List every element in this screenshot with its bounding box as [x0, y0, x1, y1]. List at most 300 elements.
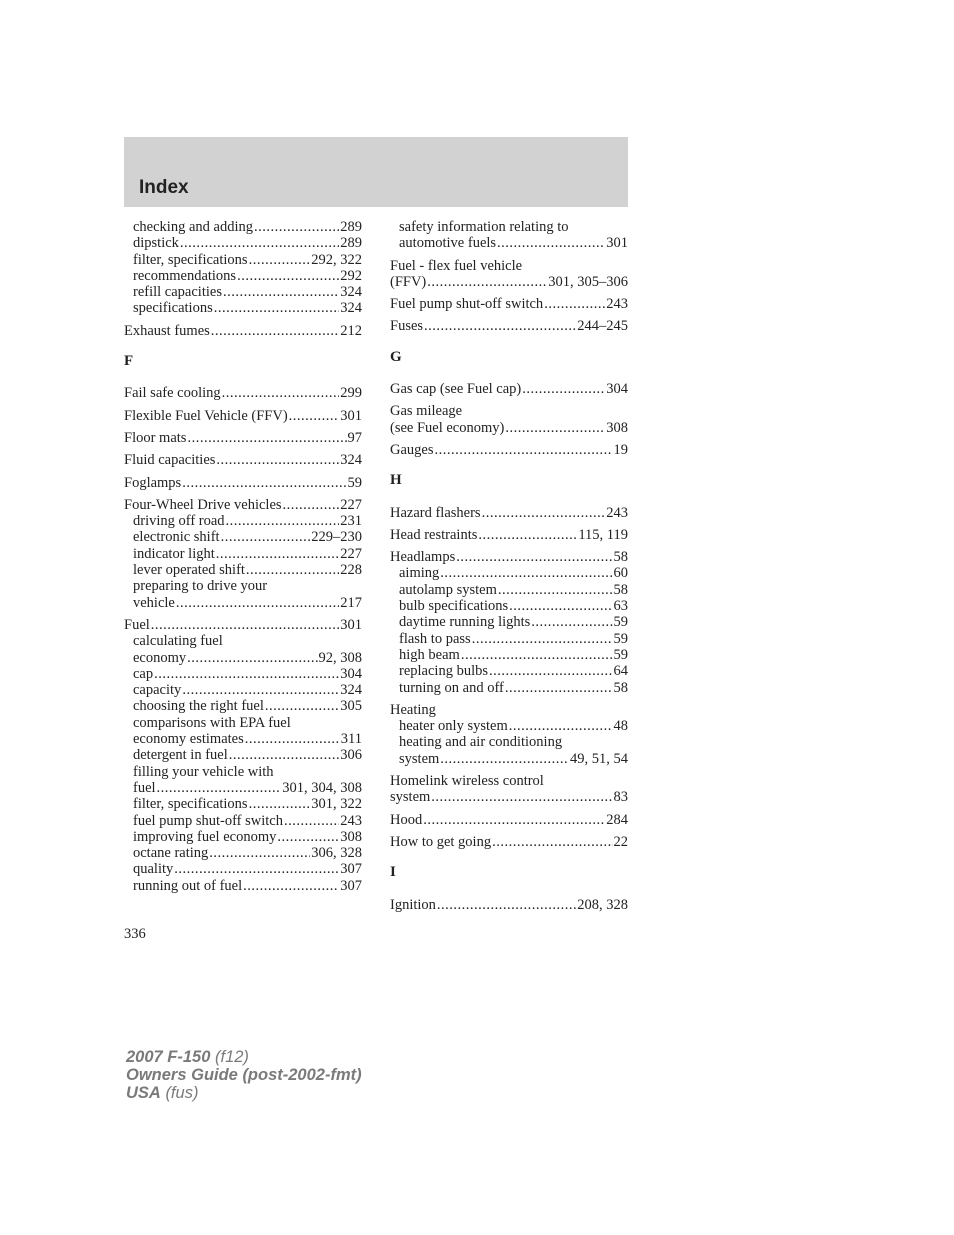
index-subentry: [124, 796, 362, 812]
index-subentry: [390, 582, 628, 598]
entry-term: choosing the right fuel: [133, 698, 264, 715]
index-subentry: [124, 666, 362, 682]
entry-term: daytime running lights: [399, 614, 531, 631]
dot-leader: [289, 408, 340, 424]
entry-term: quality: [133, 861, 174, 878]
entry-term: fuel pump shut-off switch: [133, 812, 283, 829]
entry-term: vehicle: [133, 594, 175, 611]
entry-row: [133, 300, 362, 316]
dot-leader: [437, 897, 576, 913]
entry-row: [133, 513, 362, 529]
entry-page-ref: 60: [613, 565, 628, 582]
dot-leader: [509, 718, 613, 734]
entry-row: [133, 595, 362, 611]
entry-page-ref: 97: [347, 429, 362, 446]
entry-row: [390, 527, 628, 543]
index-subentry: [124, 219, 362, 235]
entry-row: [133, 747, 362, 763]
index-entry: [390, 897, 628, 913]
index-subentry: [124, 578, 362, 611]
entry-row: [399, 631, 628, 647]
entry-page-ref: 244–245: [577, 318, 628, 335]
index-entry: [390, 773, 628, 806]
entry-row: [399, 614, 628, 630]
dot-leader: [531, 614, 612, 630]
footer-market: USA: [126, 1084, 161, 1102]
footer-line-2: [126, 1066, 362, 1084]
entry-page-ref: 299: [340, 385, 362, 402]
dot-leader: [216, 452, 339, 468]
entry-row: [133, 252, 362, 268]
index-entry: [124, 497, 362, 513]
entry-page-ref: 59: [347, 474, 362, 491]
entry-page-ref: 243: [340, 812, 362, 829]
entry-row: [124, 408, 362, 424]
entry-term: high beam: [399, 646, 460, 663]
entry-page-ref: 115, 119: [578, 526, 628, 543]
index-column-right: [390, 219, 628, 913]
entry-term: How to get going: [390, 833, 492, 850]
entry-term: heater only system: [399, 718, 508, 735]
index-entry: [124, 475, 362, 491]
index-subentry: [124, 747, 362, 763]
entry-row: [399, 598, 628, 614]
dot-leader: [151, 617, 339, 633]
entry-term: (see Fuel economy): [390, 419, 505, 436]
index-subentry: [390, 631, 628, 647]
dot-leader: [187, 650, 317, 666]
entry-row: [133, 813, 362, 829]
dot-leader: [509, 598, 612, 614]
entry-term: filter, specifications: [133, 796, 248, 813]
entry-term: driving off road: [133, 513, 225, 530]
entry-term: replacing bulbs: [399, 663, 488, 680]
entry-row: [133, 845, 362, 861]
entry-page-ref: 58: [613, 581, 628, 598]
entry-row: [133, 780, 362, 796]
entry-row: [133, 698, 362, 714]
dot-leader: [498, 582, 613, 598]
entry-term: Ignition: [390, 896, 436, 913]
entry-page-ref: 284: [606, 811, 628, 828]
dot-leader: [209, 845, 310, 861]
index-subentry: [390, 680, 628, 696]
entry-row: [124, 323, 362, 339]
dot-leader: [482, 505, 606, 521]
dot-leader: [427, 274, 547, 290]
index-subentry: [124, 829, 362, 845]
index-subentry: [124, 698, 362, 714]
entry-page-ref: 324: [340, 300, 362, 317]
entry-term: fuel: [133, 779, 156, 796]
index-letter-heading: G: [390, 348, 402, 365]
entry-page-ref: 229–230: [311, 529, 362, 546]
entry-row: [390, 381, 628, 397]
index-entry: [390, 403, 628, 436]
index-entry: [390, 527, 628, 543]
dot-leader: [440, 565, 612, 581]
entry-term: Heating: [390, 701, 436, 718]
entry-term: checking and adding: [133, 219, 253, 235]
entry-text-line: Fuel - flex fuel vehicle: [390, 257, 523, 274]
entry-page-ref: 308: [606, 419, 628, 436]
entry-term: capacity: [133, 682, 182, 699]
dot-leader: [492, 834, 612, 850]
dot-leader: [544, 296, 605, 312]
entry-page-ref: 243: [606, 296, 628, 313]
dot-leader: [154, 666, 339, 682]
entry-text-line: safety information relating to: [399, 219, 569, 235]
entry-row: [133, 666, 362, 682]
entry-term: Floor mats: [124, 429, 187, 446]
entry-page-ref: 227: [340, 545, 362, 562]
dot-leader: [249, 252, 311, 268]
entry-term: system: [399, 750, 440, 767]
entry-page-ref: 301, 304, 308: [282, 779, 362, 796]
index-subentry: [124, 268, 362, 284]
entry-page-ref: 217: [340, 594, 362, 611]
entry-term: octane rating: [133, 845, 209, 862]
dot-leader: [265, 698, 339, 714]
entry-term: Hazard flashers: [390, 504, 481, 521]
index-subentry: [124, 813, 362, 829]
entry-row: [133, 682, 362, 698]
entry-term: electronic shift: [133, 529, 220, 546]
index-column-left: [124, 219, 362, 894]
entry-page-ref: 228: [340, 562, 362, 579]
entry-term: (FFV): [390, 273, 427, 290]
index-letter-heading: F: [124, 353, 134, 370]
entry-term: flash to pass: [399, 630, 471, 647]
dot-leader: [182, 682, 339, 698]
section-header-bar: [124, 137, 628, 207]
entry-page-ref: 306: [340, 747, 362, 764]
index-entry: [124, 408, 362, 424]
dot-leader: [243, 878, 339, 894]
index-subentry: [390, 734, 628, 767]
footer-line-3: [126, 1084, 362, 1102]
entry-page-ref: 308: [340, 828, 362, 845]
index-entry: [390, 318, 628, 334]
footer-model: 2007 F-150: [126, 1048, 211, 1066]
entry-row: [133, 796, 362, 812]
dot-leader: [424, 318, 576, 334]
entry-page-ref: 58: [613, 549, 628, 566]
entry-page-ref: 49, 51, 54: [570, 750, 628, 767]
entry-row: [390, 789, 628, 805]
entry-term: lever operated shift: [133, 562, 245, 579]
entry-page-ref: 301, 322: [311, 796, 362, 813]
dot-leader: [237, 268, 339, 284]
entry-row: [399, 565, 628, 581]
entry-row: [133, 829, 362, 845]
index-subentry: [124, 284, 362, 300]
entry-term: indicator light: [133, 545, 215, 562]
dot-leader: [478, 527, 577, 543]
dot-leader: [180, 235, 339, 251]
entry-row: [124, 497, 362, 513]
entry-page-ref: 59: [613, 630, 628, 647]
entry-term: improving fuel economy: [133, 828, 277, 845]
entry-term: Fail safe cooling: [124, 385, 221, 402]
entry-page-ref: 292, 322: [311, 251, 362, 268]
entry-row: [390, 505, 628, 521]
entry-page-ref: 289: [340, 219, 362, 235]
entry-row: [133, 861, 362, 877]
entry-term: economy estimates: [133, 731, 244, 748]
entry-term: economy: [133, 649, 187, 666]
entry-term: dipstick: [133, 235, 179, 252]
index-entry: [390, 549, 628, 565]
entry-page-ref: 311: [340, 731, 362, 748]
entry-row: [133, 650, 362, 666]
index-entry: [390, 505, 628, 521]
entry-page-ref: 301: [606, 235, 628, 252]
entry-row: [133, 235, 362, 251]
index-subentry: [390, 718, 628, 734]
entry-term: Flexible Fuel Vehicle (FFV): [124, 407, 288, 424]
dot-leader: [283, 497, 340, 513]
index-subentry: [390, 663, 628, 679]
entry-row: [390, 420, 628, 436]
entry-term: aiming: [399, 565, 440, 582]
dot-leader: [440, 751, 569, 767]
entry-row: [390, 296, 628, 312]
index-subentry: [390, 565, 628, 581]
entry-page-ref: 301, 305–306: [548, 273, 628, 290]
entry-page-ref: 292: [340, 267, 362, 284]
entry-term: autolamp system: [399, 581, 497, 598]
index-subentry: [124, 562, 362, 578]
index-subentry: [124, 546, 362, 562]
entry-term: Four-Wheel Drive vehicles: [124, 496, 282, 513]
page-number: 336: [124, 926, 146, 942]
entry-term: recommendations: [133, 267, 237, 284]
entry-page-ref: 243: [606, 504, 628, 521]
entry-page-ref: 304: [606, 381, 628, 398]
index-subentry: [124, 300, 362, 316]
entry-term: turning on and off: [399, 679, 504, 696]
entry-row: [133, 219, 362, 235]
entry-row: [399, 663, 628, 679]
dot-leader: [222, 385, 340, 401]
entry-page-ref: 304: [340, 665, 362, 682]
index-entry: [390, 296, 628, 312]
dot-leader: [456, 549, 612, 565]
entry-row: [133, 731, 362, 747]
index-entry: [124, 430, 362, 446]
index-subentry: [124, 764, 362, 797]
entry-text-line: comparisons with EPA fuel: [133, 714, 291, 731]
index-subentry: [124, 682, 362, 698]
dot-leader: [223, 284, 339, 300]
index-subentry: [124, 633, 362, 666]
dot-leader: [505, 680, 613, 696]
index-subentry: [124, 845, 362, 861]
dot-leader: [423, 812, 605, 828]
entry-text-line: filling your vehicle with: [133, 763, 274, 780]
entry-term: Fuel pump shut-off switch: [390, 296, 544, 313]
index-subentry: [124, 715, 362, 748]
dot-leader: [522, 381, 605, 397]
entry-page-ref: 305: [340, 698, 362, 715]
entry-page-ref: 324: [340, 682, 362, 699]
entry-page-ref: 324: [340, 452, 362, 469]
entry-row: [133, 562, 362, 578]
entry-row: [390, 274, 628, 290]
entry-row: [133, 878, 362, 894]
entry-term: Foglamps: [124, 474, 182, 491]
index-letter-heading: H: [390, 472, 402, 489]
entry-page-ref: 289: [340, 235, 362, 252]
dot-leader: [246, 562, 339, 578]
index-entry: [124, 323, 362, 339]
index-letter-heading: I: [390, 864, 396, 881]
dot-leader: [249, 796, 311, 812]
dot-leader: [187, 430, 346, 446]
dot-leader: [229, 747, 339, 763]
entry-row: [390, 834, 628, 850]
entry-row: [390, 812, 628, 828]
entry-term: refill capacities: [133, 284, 222, 301]
dot-leader: [461, 647, 613, 663]
index-entry: [124, 385, 362, 401]
dot-leader: [277, 829, 339, 845]
dot-leader: [182, 475, 346, 491]
entry-page-ref: 64: [613, 663, 628, 680]
dot-leader: [214, 300, 340, 316]
dot-leader: [226, 513, 340, 529]
entry-page-ref: 19: [613, 441, 628, 458]
entry-text-line: preparing to drive your: [133, 578, 268, 595]
index-subentry: [390, 219, 628, 252]
entry-page-ref: 212: [340, 322, 362, 339]
entry-page-ref: 208, 328: [577, 896, 628, 913]
entry-page-ref: 92, 308: [318, 649, 362, 666]
entry-term: specifications: [133, 300, 213, 317]
entry-row: [133, 268, 362, 284]
entry-page-ref: 231: [340, 513, 362, 530]
entry-page-ref: 306, 328: [311, 845, 362, 862]
entry-row: [399, 718, 628, 734]
entry-text-line: calculating fuel: [133, 633, 223, 650]
dot-leader: [176, 595, 339, 611]
entry-row: [399, 751, 628, 767]
entry-row: [124, 452, 362, 468]
footer-market-code: (fus): [165, 1084, 199, 1102]
entry-term: Exhaust fumes: [124, 322, 210, 339]
entry-page-ref: 63: [613, 598, 628, 615]
entry-row: [133, 284, 362, 300]
index-subentry: [124, 235, 362, 251]
index-entry: [124, 452, 362, 468]
entry-row: [124, 475, 362, 491]
entry-text-line: Gas mileage: [390, 403, 463, 420]
entry-page-ref: 48: [613, 718, 628, 735]
document-footer: [126, 1048, 362, 1102]
entry-term: Fluid capacities: [124, 452, 216, 469]
index-subentry: [124, 861, 362, 877]
entry-term: Gauges: [390, 441, 434, 458]
dot-leader: [472, 631, 613, 647]
entry-term: system: [390, 789, 431, 806]
dot-leader: [245, 731, 340, 747]
entry-page-ref: 83: [613, 789, 628, 806]
footer-line-1: [126, 1048, 362, 1066]
footer-guide: Owners Guide (post-2002-fmt): [126, 1066, 362, 1084]
index-entry: [390, 381, 628, 397]
entry-term: cap: [133, 665, 154, 682]
index-entry: [390, 812, 628, 828]
dot-leader: [435, 442, 613, 458]
entry-term: Hood: [390, 811, 423, 828]
entry-page-ref: 307: [340, 877, 362, 894]
entry-page-ref: 58: [613, 679, 628, 696]
dot-leader: [157, 780, 282, 796]
entry-row: [399, 647, 628, 663]
entry-term: filter, specifications: [133, 251, 248, 268]
entry-term: Fuses: [390, 318, 424, 335]
dot-leader: [497, 235, 605, 251]
index-subentry: [390, 647, 628, 663]
entry-row: [390, 442, 628, 458]
dot-leader: [505, 420, 605, 436]
index-entry: [390, 442, 628, 458]
entry-page-ref: 324: [340, 284, 362, 301]
index-subentry: [124, 878, 362, 894]
entry-page-ref: 59: [613, 614, 628, 631]
entry-page-ref: 307: [340, 861, 362, 878]
dot-leader: [431, 789, 612, 805]
entry-row: [399, 680, 628, 696]
index-subentry: [390, 614, 628, 630]
dot-leader: [174, 861, 339, 877]
entry-term: detergent in fuel: [133, 747, 228, 764]
index-subentry: [124, 252, 362, 268]
entry-row: [133, 529, 362, 545]
index-entry: [124, 617, 362, 633]
dot-leader: [221, 529, 311, 545]
entry-page-ref: 301: [340, 616, 362, 633]
entry-page-ref: 22: [613, 833, 628, 850]
entry-term: Head restraints: [390, 526, 478, 543]
footer-model-code: (f12): [215, 1048, 249, 1066]
index-entry: [390, 834, 628, 850]
dot-leader: [216, 546, 340, 562]
entry-page-ref: 227: [340, 496, 362, 513]
entry-term: Gas cap (see Fuel cap): [390, 381, 522, 398]
entry-term: Fuel: [124, 616, 150, 633]
entry-term: Headlamps: [390, 549, 456, 566]
entry-row: [124, 385, 362, 401]
section-title: Index: [139, 177, 189, 198]
entry-page-ref: 301: [340, 407, 362, 424]
entry-row: [124, 430, 362, 446]
entry-term: automotive fuels: [399, 235, 497, 252]
index-entry: [390, 258, 628, 291]
entry-row: [390, 897, 628, 913]
entry-row: [390, 318, 628, 334]
entry-row: [390, 702, 628, 718]
index-subentry: [124, 513, 362, 529]
entry-page-ref: 59: [613, 646, 628, 663]
entry-row: [124, 617, 362, 633]
dot-leader: [284, 813, 339, 829]
index-entry: [390, 702, 628, 718]
entry-row: [390, 549, 628, 565]
entry-row: [399, 582, 628, 598]
entry-text-line: Homelink wireless control: [390, 773, 544, 790]
